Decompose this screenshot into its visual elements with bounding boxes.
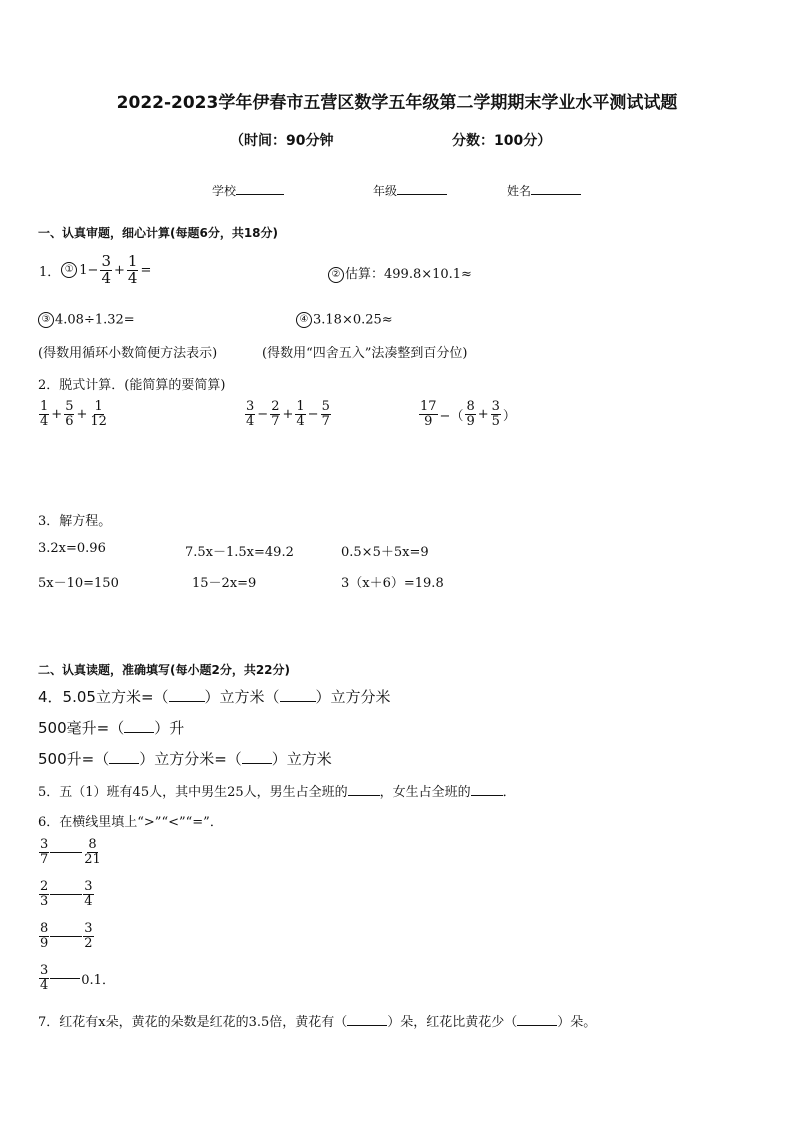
school-field [212, 182, 284, 199]
equation: 15－2x=9 [192, 576, 257, 591]
q1-part1 [38, 254, 152, 287]
equals: = [140, 262, 152, 278]
operator: + [114, 262, 125, 278]
q1-note1: (得数用循环小数简便方法表示) [38, 346, 218, 361]
exam-time: （时间：90分钟 [230, 133, 334, 149]
q1-part4 [296, 312, 393, 328]
grade-blank[interactable] [397, 194, 447, 195]
equation: 7.5x－1.5x=49.2 [185, 545, 294, 560]
answer-blank[interactable] [50, 978, 80, 979]
q1-prefix: 1− [79, 262, 99, 278]
school-label: 学校 [212, 184, 237, 198]
q2-label: 2．脱式计算．(能简算的要简算) [38, 378, 226, 393]
q4-line3: 500升=（ ）立方分米=（ ）立方米 [38, 750, 332, 768]
q3-label: 3．解方程。 [38, 514, 112, 529]
name-field [507, 182, 581, 199]
circle-3-icon: ③ [38, 312, 54, 328]
circle-4-icon: ④ [296, 312, 312, 328]
answer-blank[interactable] [169, 701, 205, 702]
equation: 3（x＋6）=19.8 [341, 576, 444, 591]
page-title: 2022-2023学年伊春市五营区数学五年级第二学期期末学业水平测试试题 [116, 93, 678, 113]
section1-heading: 一、认真审题，细心计算(每题6分，共18分) [38, 226, 279, 240]
answer-blank[interactable] [50, 894, 82, 895]
answer-blank[interactable] [109, 763, 139, 764]
q1-multiply: 3.18×0.25≈ [313, 312, 393, 328]
fraction: $\frac{3}{4}$ [101, 252, 111, 287]
q7: 7．红花有x朵，黄花的朵数是红花的3.5倍，黄花有（ ）朵，红花比黄花少（ ）朵。 [38, 1015, 597, 1030]
q6-row: $\frac{3}{7}$ $\frac{8}{21}$ [40, 837, 101, 867]
q4-line1: 4．5.05立方米=（ ）立方米（ ）立方分米 [38, 688, 391, 706]
grade-field [373, 182, 447, 199]
q1-number: 1． [39, 264, 61, 280]
exam-score: 分数：100分） [452, 133, 552, 149]
circle-1-icon: ① [61, 262, 77, 278]
circle-2-icon: ② [328, 267, 344, 283]
answer-blank[interactable] [347, 1025, 387, 1026]
q4-line2: 500毫升=（ ）升 [38, 719, 185, 737]
answer-blank[interactable] [280, 701, 316, 702]
name-blank[interactable] [531, 194, 581, 195]
answer-blank[interactable] [348, 795, 380, 796]
q1-division: 4.08÷1.32= [55, 312, 135, 328]
q1-estimate: 估算：499.8×10.1≈ [345, 267, 472, 282]
equation: 3.2x=0.96 [38, 541, 106, 556]
q2-expr3: $\frac{17}{9}$ −（ $\frac{8}{9}$ + $\frac{3}{5}$ ） [420, 399, 516, 429]
answer-blank[interactable] [50, 852, 82, 853]
answer-blank[interactable] [471, 795, 503, 796]
q2-expr2: $\frac{3}{4}$ − $\frac{2}{7}$ + $\frac{1}{4}$ − $\frac{5}{7}$ [246, 399, 330, 429]
fraction: $\frac{1}{4}$ [127, 252, 138, 287]
q1-part3 [38, 312, 135, 328]
grade-label: 年级 [373, 184, 398, 198]
equation: 5x－10=150 [38, 576, 119, 591]
answer-blank[interactable] [517, 1025, 557, 1026]
q1-note2: (得数用“四舍五入”法凑整到百分位) [262, 346, 468, 361]
q6-row: $\frac{3}{4}$ 0.1． [40, 963, 115, 993]
answer-blank[interactable] [50, 936, 82, 937]
section2-heading: 二、认真读题，准确填写(每小题2分，共22分) [38, 663, 291, 677]
name-label: 姓名 [507, 184, 532, 198]
q2-expr1: $\frac{1}{4}$ + $\frac{5}{6}$ + $\frac{1}{12}$ [40, 399, 107, 429]
q6-row: $\frac{8}{9}$ $\frac{3}{2}$ [40, 921, 93, 951]
school-blank[interactable] [236, 194, 284, 195]
equation: 0.5×5＋5x=9 [341, 545, 429, 560]
answer-blank[interactable] [242, 763, 272, 764]
answer-blank[interactable] [124, 732, 154, 733]
q1-part2 [328, 263, 472, 283]
q6-row: $\frac{2}{3}$ $\frac{3}{4}$ [40, 879, 93, 909]
q5: 5．五（1）班有45人，其中男生25人，男生占全班的 ，女生占全班的 ． [38, 785, 516, 800]
q6-label: 6．在横线里填上“>”“<”“=”． [38, 815, 223, 830]
